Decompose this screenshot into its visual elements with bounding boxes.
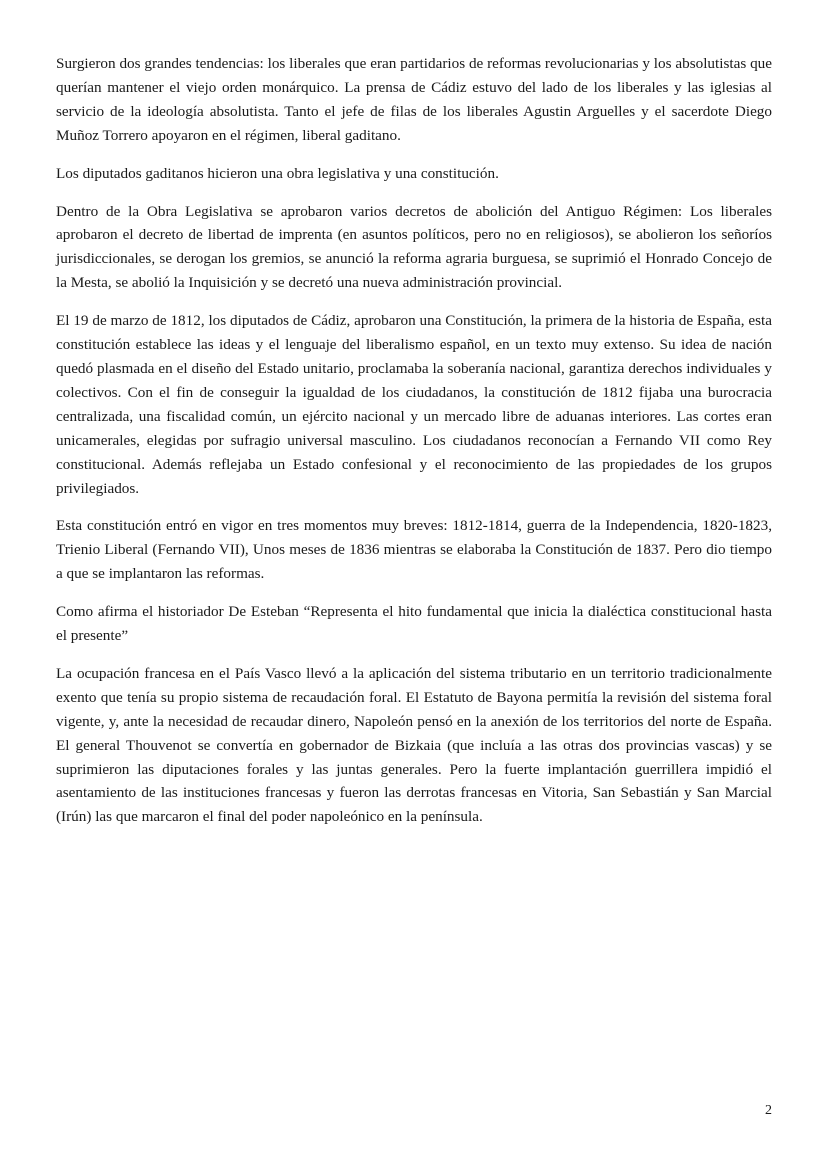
- paragraph-7: La ocupación francesa en el País Vasco llevó a la aplicación del sistema tributario en un territorio tradicionalmente exento que tenía su propio sistema de recaudación foral. El Estatuto de Bayona permitía la revisión del sistema foral vigente, y, ante la necesidad de recaudar dinero, Napoleón pensó en la anexión de los territorios del norte de España. El general Thouvenot se convertía en gobernador de Bizkaia (que incluía a las otras dos provincias vascas) y se suprimieron las diputaciones forales y las juntas generales. Pero la fuerte implantación guerrillera impidió el asentamiento de las instituciones francesas y fueron las derrotas francesas en Vitoria, San Sebastián y San Marcial (Irún) las que marcaron el final del poder napoleónico en la península.: [56, 664, 772, 826]
- page-number: 2: [765, 1103, 772, 1118]
- paragraph-1: Surgieron dos grandes tendencias: los liberales que eran partidarios de reformas revolucionarias y los absolutistas que querían mantener el viejo orden monárquico. La prensa de Cádiz estuvo del lado de los liberales y las iglesias al servicio de la ideología absolutista. Tanto el jefe de filas de los liberales Agustin Arguelles y el sacerdote Diego Muñoz Torrero apoyaron en el régimen, liberal gaditano.: [56, 55, 772, 144]
- paragraph-3: Dentro de la Obra Legislativa se aprobaron varios decretos de abolición del Antiguo Régimen: Los liberales aprobaron el decreto de libertad de imprenta (en asuntos políticos, pero no en religiosos), se abolieron los señoríos jurisdiccionales, se derogan los gremios, se anunció la reforma agraria burguesa, se suprimió el Honrado Concejo de la Mesta, se abolió la Inquisición y se decretó una nueva administración provincial.: [56, 202, 772, 292]
- paragraph-5: Esta constitución entró en vigor en tres momentos muy breves: 1812-1814, guerra de la Independencia, 1820-1823, Trienio Liberal (Fernando VII), Unos meses de 1836 mientras se elaboraba la Constitución de 1837. Pero dio tiempo a que se implantaron las reformas.: [56, 517, 772, 583]
- document-body: [56, 52, 772, 843]
- paragraph-2: Los diputados gaditanos hicieron una obra legislativa y una constitución.: [56, 164, 499, 182]
- paragraph-6: Como afirma el historiador De Esteban “Representa el hito fundamental que inicia la dialéctica constitucional hasta el presente”: [56, 603, 772, 645]
- paragraph-4: El 19 de marzo de 1812, los diputados de Cádiz, aprobaron una Constitución, la primera de la historia de España, esta constitución establece las ideas y el lenguaje del liberalismo español, en un texto muy extenso. Su idea de nación quedó plasmada en el diseño del Estado unitario, proclamaba la soberanía nacional, garantiza derechos individuales y colectivos. Con el fin de conseguir la igualdad de los ciudadanos, la constitución de 1812 fijaba una burocracia centralizada, una fiscalidad común, un ejército nacional y un mercado libre de aduanas interiores. Las cortes eran unicamerales, elegidas por sufragio universal masculino. Los ciudadanos reconocían a Fernando VII como Rey constitucional. Además reflejaba un Estado confesional y el reconocimiento de las propiedades de los grupos privilegiados.: [56, 312, 772, 497]
